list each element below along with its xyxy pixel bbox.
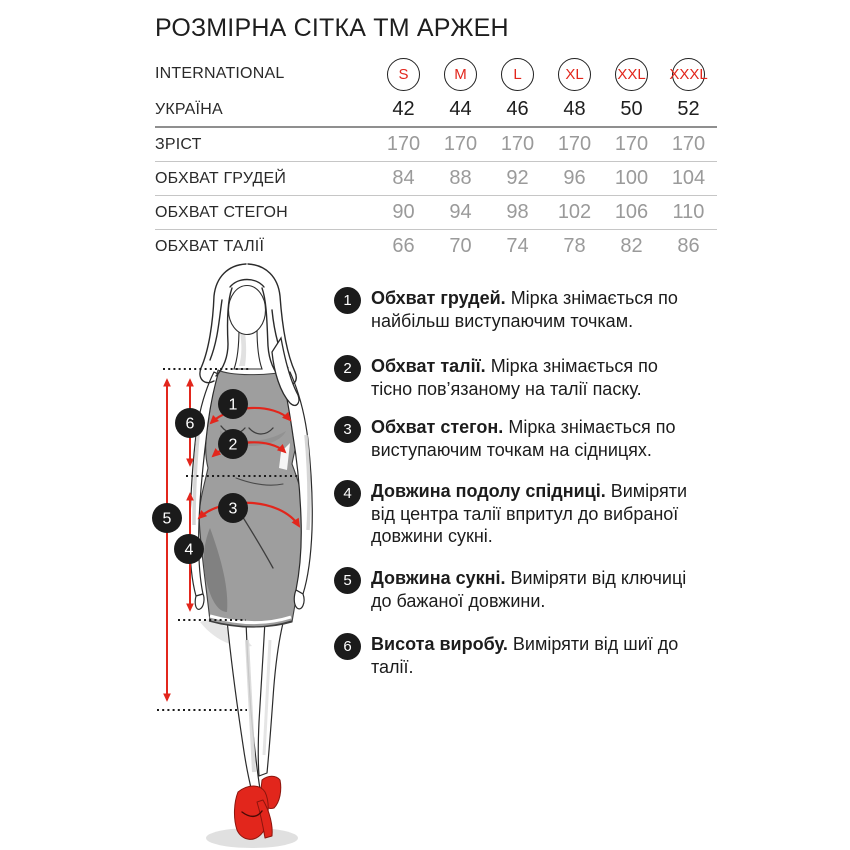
note-text [371, 480, 703, 548]
note-badge-1: 1 [334, 287, 361, 314]
table-value: 66 [392, 235, 415, 257]
table-value: 88 [449, 167, 472, 189]
note-text [371, 287, 703, 332]
note-badge-2: 2 [334, 355, 361, 382]
table-value: 170 [443, 133, 478, 155]
size-table [155, 55, 717, 263]
note-desc: Виміряти від шиї до талії. [371, 634, 679, 677]
table-value: 170 [557, 133, 592, 155]
row-label: ОБХВАТ СТЕГОН [155, 203, 288, 221]
row-label-ukraine: УКРАЇНА [155, 100, 223, 118]
note-term: Обхват стегон. [371, 417, 504, 437]
table-value: 82 [620, 235, 643, 257]
table-value: 110 [672, 201, 705, 223]
figure-badge-4-label: 4 [184, 541, 194, 559]
table-value: 102 [557, 201, 592, 223]
table-value: 84 [392, 167, 415, 189]
note-desc: Мірка знімається по виступаючим точкам на сідницях. [371, 417, 676, 460]
measurement-note-4 [334, 480, 703, 548]
table-value: 170 [386, 133, 421, 155]
figure-badge-5-label: 5 [162, 510, 172, 528]
table-row-height [155, 128, 717, 162]
table-value: 106 [614, 201, 649, 223]
ukraine-size: 48 [563, 98, 586, 120]
note-desc: Мірка знімається по найбільш виступаючим точкам. [371, 288, 678, 331]
table-value: 170 [500, 133, 535, 155]
table-value: 86 [677, 235, 700, 257]
table-value: 78 [563, 235, 586, 257]
figure-badge-6-label: 6 [185, 415, 195, 433]
note-badge-3: 3 [334, 416, 361, 443]
note-text [371, 355, 703, 400]
table-value: 104 [671, 167, 706, 189]
table-value: 74 [506, 235, 529, 257]
figure-badge-2-label: 2 [228, 436, 238, 454]
row-label: ЗРІСТ [155, 135, 202, 153]
face [229, 286, 266, 335]
row-label: ОБХВАТ ТАЛІЇ [155, 237, 265, 255]
row-label: ОБХВАТ ГРУДЕЙ [155, 169, 287, 187]
note-term: Довжина сукні. [371, 568, 506, 588]
size-circle-m: M [444, 58, 477, 91]
measurement-note-3 [334, 416, 703, 461]
table-row-waist [155, 230, 717, 263]
ukraine-size: 42 [392, 98, 415, 120]
measurement-note-6 [334, 633, 703, 678]
note-desc: Виміряти від центра талії впритул до вибраної довжини сукні. [371, 481, 688, 546]
table-row-hips [155, 196, 717, 230]
ukraine-size: 52 [677, 98, 700, 120]
size-circle-xxxl: XXXL [672, 58, 705, 91]
table-value: 96 [563, 167, 586, 189]
measurement-note-5 [334, 567, 703, 612]
table-value: 70 [449, 235, 472, 257]
table-value: 170 [671, 133, 706, 155]
note-term: Обхват грудей. [371, 288, 506, 308]
table-value: 92 [506, 167, 529, 189]
table-value: 90 [392, 201, 415, 223]
size-circle-xxl: XXL [615, 58, 648, 91]
ukraine-size: 50 [620, 98, 643, 120]
note-desc: Виміряти від ключиці до бажаної довжини. [371, 568, 687, 611]
note-term: Довжина подолу спідниці. [371, 481, 606, 501]
table-value: 170 [614, 133, 649, 155]
note-badge-6: 6 [334, 633, 361, 660]
row-label-international: INTERNATIONAL [155, 65, 285, 82]
note-desc: Мірка знімається по тісно пов’язаному на талії паску. [371, 356, 658, 399]
table-value: 94 [449, 201, 472, 223]
ukraine-size: 44 [449, 98, 472, 120]
note-text [371, 567, 703, 612]
note-badge-4: 4 [334, 480, 361, 507]
note-term: Висота виробу. [371, 634, 508, 654]
note-badge-5: 5 [334, 567, 361, 594]
figure-badge-1-label: 1 [228, 396, 238, 414]
woman-dress-illustration [140, 260, 350, 850]
ukraine-size: 46 [506, 98, 529, 120]
table-value: 100 [614, 167, 649, 189]
note-term: Обхват талії. [371, 356, 486, 376]
note-text [371, 633, 703, 678]
measurement-note-1 [334, 287, 703, 332]
size-circle-xl: XL [558, 58, 591, 91]
measurement-note-2 [334, 355, 703, 400]
size-circle-l: L [501, 58, 534, 91]
table-row-chest [155, 162, 717, 196]
page-title: РОЗМІРНА СІТКА ТМ АРЖЕН [155, 14, 509, 42]
size-circle-s: S [387, 58, 420, 91]
table-row-ukraine [155, 93, 717, 128]
note-text [371, 416, 703, 461]
figure-badge-3-label: 3 [228, 500, 238, 518]
table-value: 98 [506, 201, 529, 223]
table-row-international [155, 55, 717, 93]
